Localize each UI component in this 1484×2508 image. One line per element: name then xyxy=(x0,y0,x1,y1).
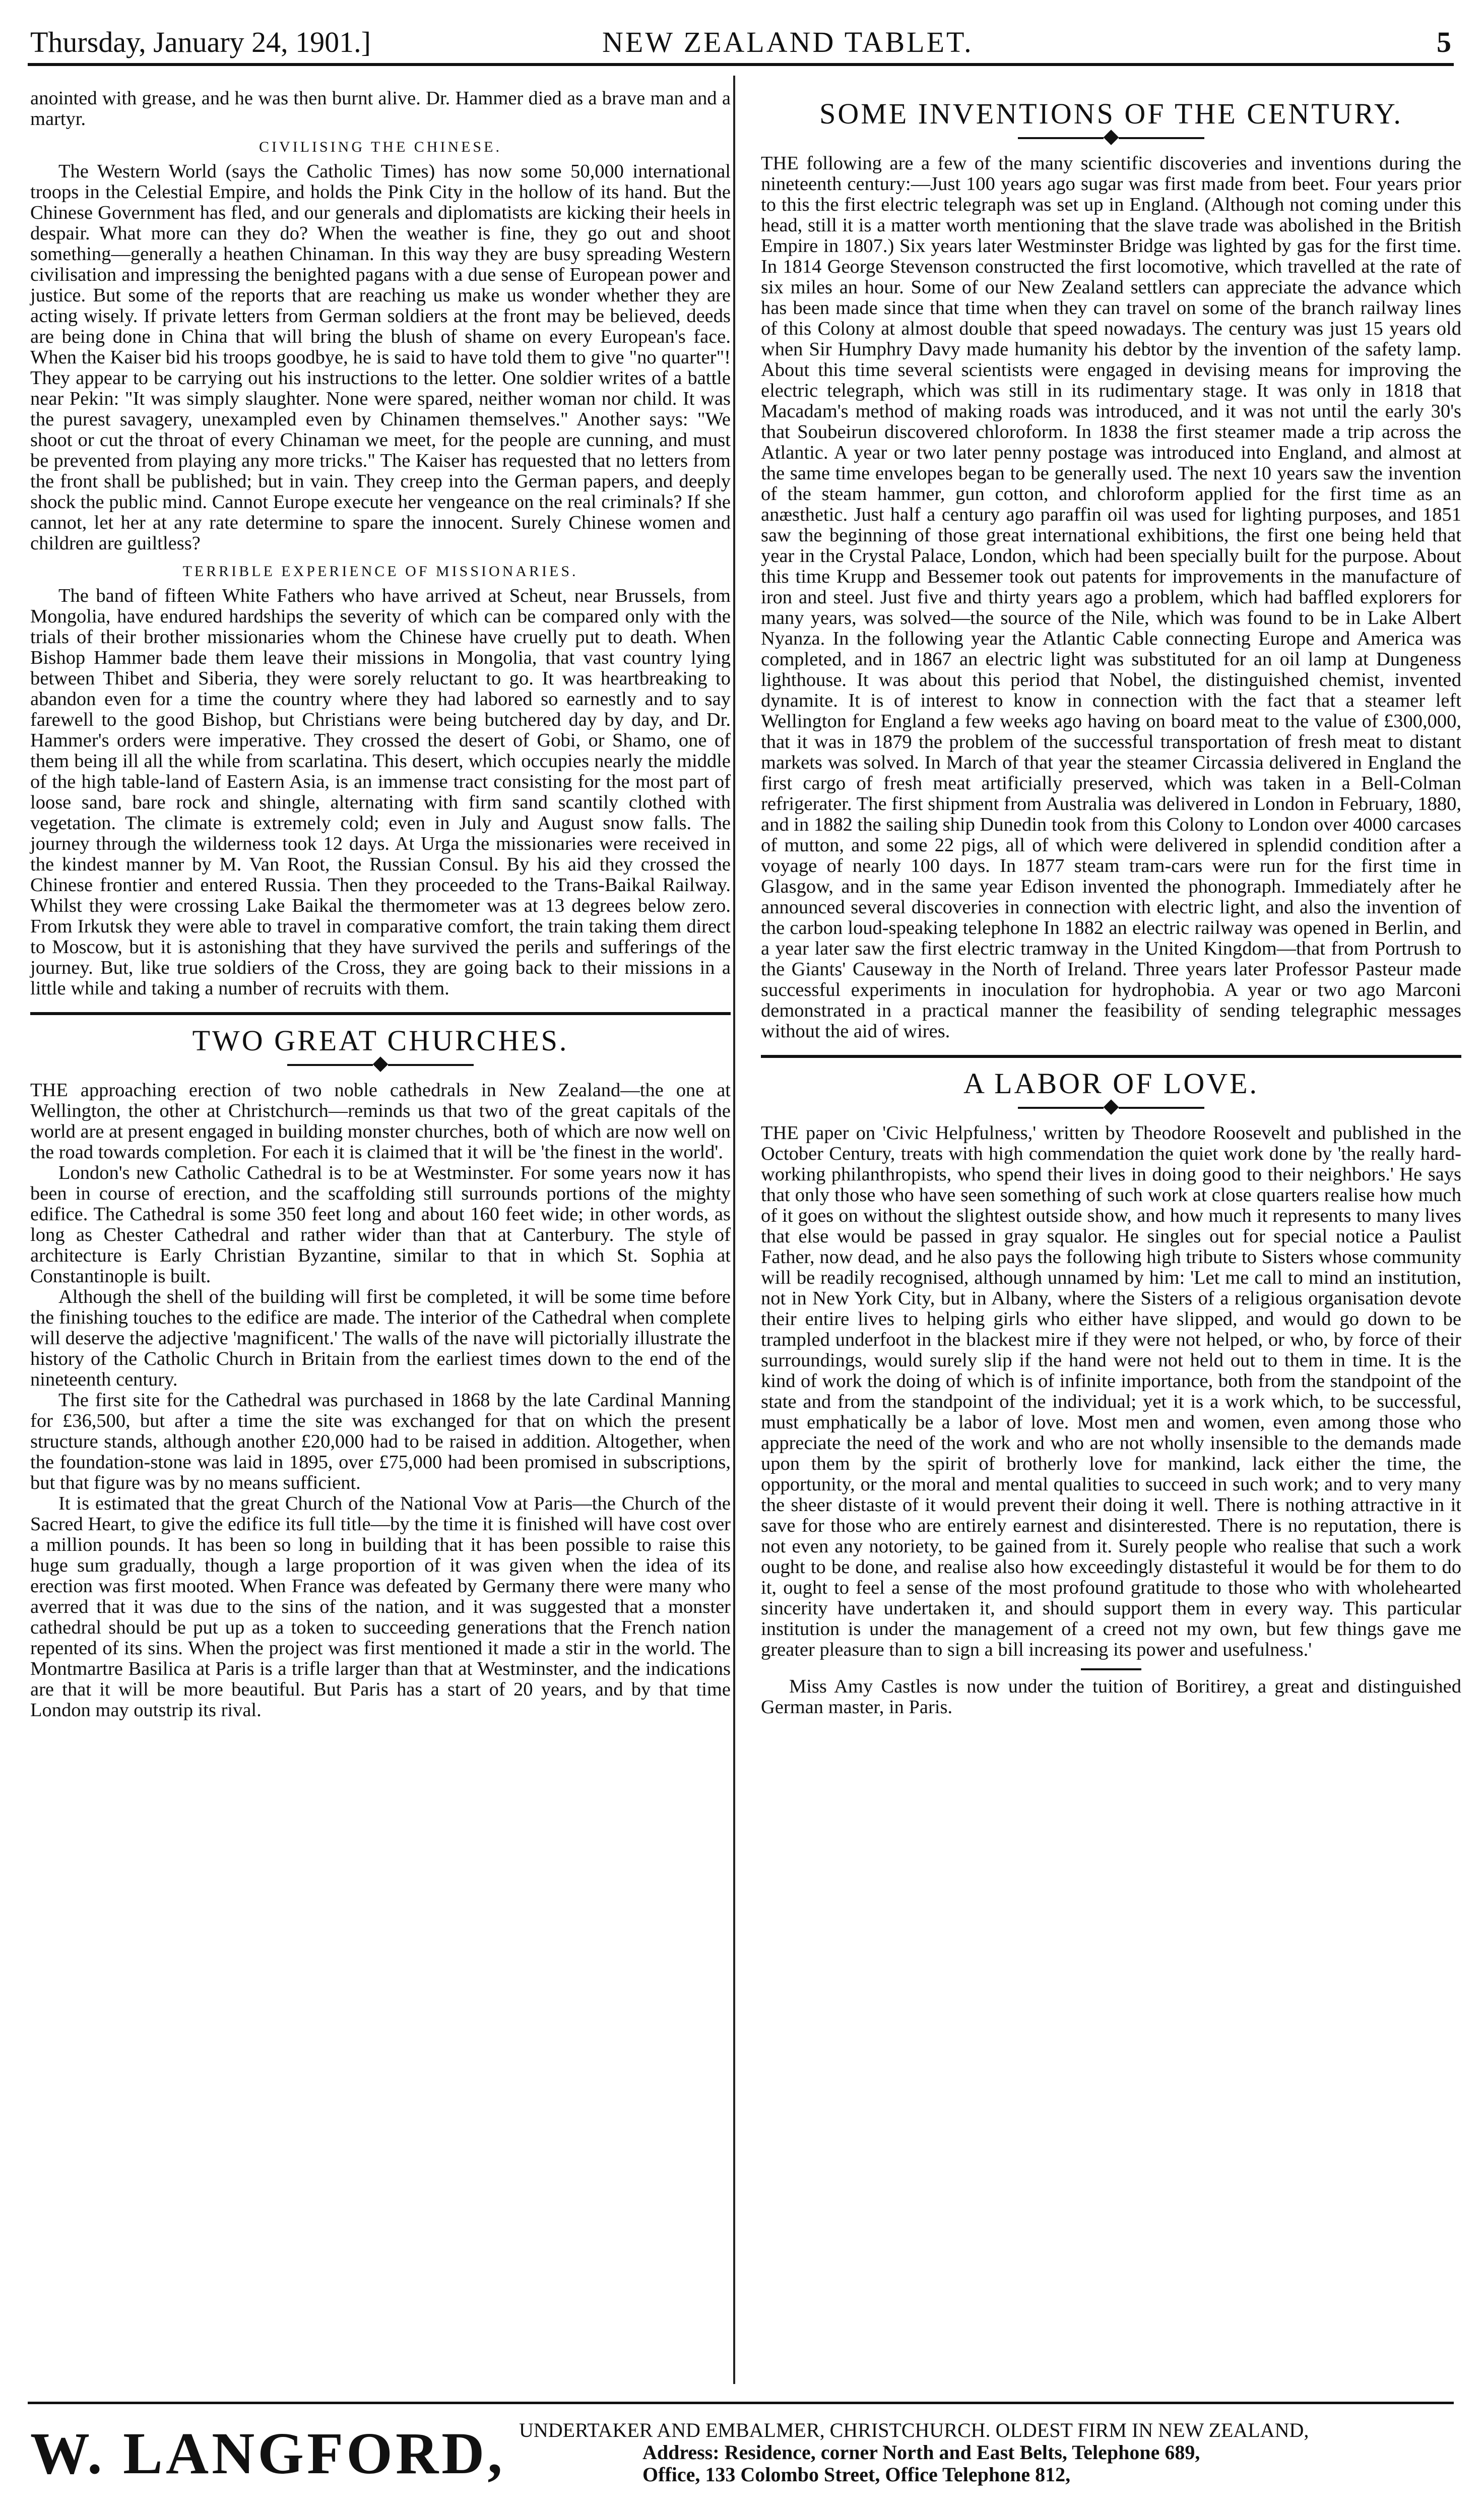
newspaper-title: NEW ZEALAND TABLET. xyxy=(602,26,974,58)
masthead xyxy=(30,15,1451,63)
headline-labor-of-love: A LABOR OF LOVE. xyxy=(963,1067,1259,1100)
right-column xyxy=(761,88,1461,1718)
section-heading-missionaries: TERRIBLE EXPERIENCE OF MISSIONARIES. xyxy=(182,563,578,580)
advert-line-residence: Address: Residence, corner North and East Belts, Telephone 689, xyxy=(642,2441,1200,2464)
advertisement-details xyxy=(519,2419,1451,2486)
ornament-divider: ◆ xyxy=(30,1053,731,1073)
article-continuation: anointed with grease, and he was then burnt alive. Dr. Hammer died as a brave man and a martyr. xyxy=(30,88,731,130)
headline-inventions: SOME INVENTIONS OF THE CENTURY. xyxy=(819,97,1403,130)
article-paragraph: THE approaching erection of two noble cathedrals in New Zealand—the one at Wellington, the other at Christchurch—reminds us that two of the great capitals of the world are at present engaged in building monster churches, both of which are now well on the road towards completion. For each it is claimed that it will be 'the finest in the world'. xyxy=(30,1080,731,1163)
advert-line-office: Office, 133 Colombo Street, Office Telephone 812, xyxy=(642,2463,1071,2486)
article-separator xyxy=(761,1055,1461,1058)
advert-line-business: UNDERTAKER AND EMBALMER, CHRISTCHURCH. OLDEST FIRM IN NEW ZEALAND, xyxy=(519,2419,1309,2441)
footer-rule xyxy=(28,2402,1454,2404)
advertiser-name: W. LANGFORD, xyxy=(30,2420,505,2486)
article-paragraph: Although the shell of the building will first be completed, it will be some time before the finishing touches to the edifice are made. The interior of the Cathedral when complete will deserve the adjective 'magnificent.' The walls of the nave will pictorially illustrate the history of the Catholic Church in Britain from the earliest times down to the end of the nineteenth century. xyxy=(30,1286,731,1390)
article-paragraph: The first site for the Cathedral was purchased in 1868 by the late Cardinal Manning for £36,500, but after a time the site was exchanged for that on which the present structure stands, although another £20,000 had to be raised in addition. Altogether, when the foundation-stone was laid in 1895, over £75,000 had been promised in subscriptions, but that figure was by no means sufficient. xyxy=(30,1390,731,1493)
page-number: 5 xyxy=(1437,26,1451,58)
headline-two-great-churches: TWO GREAT CHURCHES. xyxy=(192,1024,569,1057)
masthead-rule xyxy=(28,63,1454,66)
article-paragraph: London's new Catholic Cathedral is to be at Westminster. For some years now it has been in course of erection, and the scaffolding still surrounds portions of the mighty edifice. The Cathedral is some 350 feet long and about 160 feet wide; in other words, as long as Chester Cathedral and rather wider than that at Canterbury. The style of architecture is Early Christian Byzantine, similar to that in which St. Sophia at Constantinople is built. xyxy=(30,1162,731,1287)
issue-date: Thursday, January 24, 1901.] xyxy=(30,26,371,58)
article-paragraph: It is estimated that the great Church of the National Vow at Paris—the Church of the Sacred Heart, to give the edifice its full title—by the time it is finished will have cost over a million pounds. It has been so long in building that it has been possible to raise this huge sum gradually, though a large proportion of it was given when the idea of its erection was first mooted. When France was defeated by Germany there were many who averred that it was due to the sins of the nation, and it was suggested that a monster cathedral should be put up as a token to succeeding generations that the French nation repented of its sins. When the project was first mentioned it made a stir in the world. The Montmartre Basilica at Paris is a trifle larger than that at Westminster, and the indications are that it will be more beautiful. But Paris has a start of 20 years, and by that time London may outstrip its rival. xyxy=(30,1493,731,1721)
article-paragraph: The band of fifteen White Fathers who have arrived at Scheut, near Brussels, from Mongolia, have endured hardships the severity of which can be compared only with the trials of their brother missionaries whom the Chinese have cruelly put to death. When Bishop Hammer bade them leave their missions in Mongolia, that vast country lying between Thibet and Siberia, they were sorely reluctant to go. It was heartbreaking to abandon even for a time the country where they had labored so earnestly and to say farewell to the good Bishop, but Christians were being butchered day by day, and Dr. Hammer's orders were imperative. They crossed the desert of Gobi, or Shamo, one of them being ill all the while from scarlatina. This desert, which occupies nearly the middle of the high table-land of Eastern Asia, is an immense tract consisting for the most part of loose sand, bare rock and shingle, alternating with firm sand scantily clothed with vegetation. The climate is extremely cold; even in July and August snow falls. The journey through the wilderness took 12 days. At Urga the missionaries were received in the kindest manner by M. Van Root, the Russian Consul. By his aid they crossed the Chinese frontier and entered Russia. Then they proceeded to the Trans-Baikal Railway. Whilst they were crossing Lake Baikal the thermometer was at 13 degrees below zero. From Irkutsk they were able to travel in comparative comfort, the train taking them direct to Moscow, but it is astonishing that they have survived the perils and sufferings of the journey. But, like true soldiers of the Cross, they are going back to their missions in a little while and taking a number of recruits with them. xyxy=(30,585,731,999)
article-separator xyxy=(30,1012,731,1015)
left-column xyxy=(30,88,731,1721)
ornament-divider: ◆ xyxy=(761,126,1461,146)
ornament-divider: ◆ xyxy=(761,1096,1461,1116)
news-notice: Miss Amy Castles is now under the tuition of Boritirey, a great and distinguished German master, in Paris. xyxy=(761,1676,1461,1718)
short-rule xyxy=(1081,1668,1141,1670)
article-paragraph: THE paper on 'Civic Helpfulness,' written by Theodore Roosevelt and published in the October Century, treats with high commendation the quiet work done by 'the really hard-working philanthropists, who spend their lives in doing good to their neighbors.' He says that only those who have seen something of such work at close quarters realise how much of it goes on without the slightest outside show, and how much it represents to many lives that else would be passed in gray squalor. He singles out for special notice a Paulist Father, now dead, and he also pays the following high tribute to Sisters whose community will be readily recognised, although unnamed by him: 'Let me call to mind an institution, not in New York City, but in Albany, where the Sisters of a religious organisation devote their entire lives to helping girls who either have slipped, and would go down to be trampled underfoot in the blackest mire if they were not helped, or who, by force of their surroundings, would surely slip if the hand were not held out to them in time. It is the kind of work the doing of which is of infinite importance, both from the standpoint of the state and from the standpoint of the individual; yet it is a work which, to be successful, must emphatically be a labor of love. Most men and women, even among those who appreciate the need of the work and who are not wholly insensible to the demands made upon them by the spirit of brotherly love for mankind, lack either the time, the opportunity, or the moral and mental qualities to succeed in such work; and to very many the sheer distaste of it would prevent their doing it well. There is nothing attractive in it save for those who are entirely earnest and disinterested. There is no reputation, there is not even any notoriety, to be gained from it. Surely people who realise that such a work ought to be done, and realise also how exceedingly distasteful it would be for them to do it, ought to feel a sense of the most profound gratitude to those who with wholehearted sincerity have undertaken it, and should support them in every way. This particular institution is under the management of a creed not my own, but few things gave me greater pleasure than to sign a bill increasing its power and usefulness.' xyxy=(761,1122,1461,1660)
section-heading-civilising: CIVILISING THE CHINESE. xyxy=(259,139,502,155)
article-paragraph: THE following are a few of the many scientific discoveries and inventions during the nineteenth century:—Just 100 years ago sugar was first made from beet. Four years prior to this the first electric telegraph was set up in England. (Although not coming under this head, still it is a matter worth mentioning that the slave trade was abolished in the British Empire in 1807.) Six years later Westminster Bridge was lighted by gas for the first time. In 1814 George Stevenson constructed the first locomotive, which travelled at the rate of six miles an hour. Some of our New Zealand settlers can appreciate the advance which has been made since that time when they can travel on some of the branch railway lines of this Colony at almost double that speed nowadays. The century was just 15 years old when Sir Humphry Davy made humanity his debtor by the invention of the safety lamp. About this time several scientists were engaged in devising means for improving the electric telegraph, which was still in its rudimentary stage. It was only in 1818 that Macadam's method of making roads was introduced, and it was not until the early 30's that Soubeirun discovered chloroform. In 1838 the first steamer made a trip across the Atlantic. A year or two later penny postage was introduced into England, and almost at the same time envelopes began to be generally used. The next 10 years saw the invention of the steam hammer, gun cotton, and chloroform applied for the first time as an anæsthetic. Just half a century ago paraffin oil was used for lighting purposes, and 1851 saw the beginning of those great international exhibitions, the first one being held that year in the Crystal Palace, London, which had been specially built for the purpose. About this time Krupp and Bessemer took out patents for improvements in the manufacture of iron and steel. Just five and thirty years ago a problem, which had baffled explorers for many years, was solved—the source of the Nile, which was found to be in Lake Albert Nyanza. In the following year the Atlantic Cable connecting Europe and America was completed, and in 1867 an electric light was substituted for an oil lamp at Dungeness lighthouse. It was about this period that Nobel, the distinguished chemist, invented dynamite. It is of interest to know in connection with the fact that a steamer left Wellington for England a few weeks ago having on board meat to the value of £300,000, that it was in 1879 the problem of the successful transportation of fresh meat to distant markets was solved. In March of that year the steamer Circassia delivered in England the first cargo of fresh meat artificially preserved, which was taken in a Bell-Colman refrigerater. The first shipment from Australia was delivered in London in February, 1880, and in 1882 the sailing ship Dunedin took from this Colony to London over 4000 carcases of mutton, and some 22 pigs, all of which were delivered in splendid condition after a voyage of nearly 100 days. In 1877 steam tram-cars were run for the first time in Glasgow, and in the same year Edison invented the phonograph. Immediately after he announced several discoveries in connection with electric light, and also the invention of the carbon loud-speaking telephone In 1882 an electric railway was opened in Berlin, and a year later saw the first electric tramway in the United Kingdom—that from Portrush to the Giants' Causeway in the North of Ireland. Three years later Professor Pasteur made successful experiments in inoculation for hydrophobia. A year or two ago Marconi demonstrated in a practical manner the feasibility of sending telegraphic messages without the aid of wires. xyxy=(761,153,1461,1042)
column-divider xyxy=(733,76,735,2384)
article-paragraph: The Western World (says the Catholic Times) has now some 50,000 international troops in the Celestial Empire, and holds the Pink City in the hollow of its hand. But the Chinese Government has fled, and our generals and diplomatists are kicking their heels in despair. What more can they do? When the weather is fine, they go out and shoot something—generally a heathen Chinaman. In this way they are busy spreading Western civilisation and impressing the benighted pagans with a due sense of European power and justice. But some of the reports that are reaching us make us wonder whether they are acting wisely. If private letters from German soldiers at the front may be believed, deeds are being done in China that will bring the blush of shame on every European's face. When the Kaiser bid his troops goodbye, he is said to have told them to give "no quarter"! They appear to be carrying out his instructions to the letter. One soldier writes of a battle near Pekin: "It was simply slaughter. None were spared, neither woman nor child. It was the purest savagery, unexampled even by Chinamen themselves." Another says: "We shoot or cut the throat of every Chinaman we meet, for the people are cunning, and must be prevented from playing any more tricks." The Kaiser has requested that no letters from the front shall be published; but in vain. They creep into the German papers, and deeply shock the public mind. Cannot Europe execute her vengeance on the real criminals? If she cannot, let her at any rate determine to spare the innocent. Surely Chinese women and children are guiltless? xyxy=(30,161,731,554)
